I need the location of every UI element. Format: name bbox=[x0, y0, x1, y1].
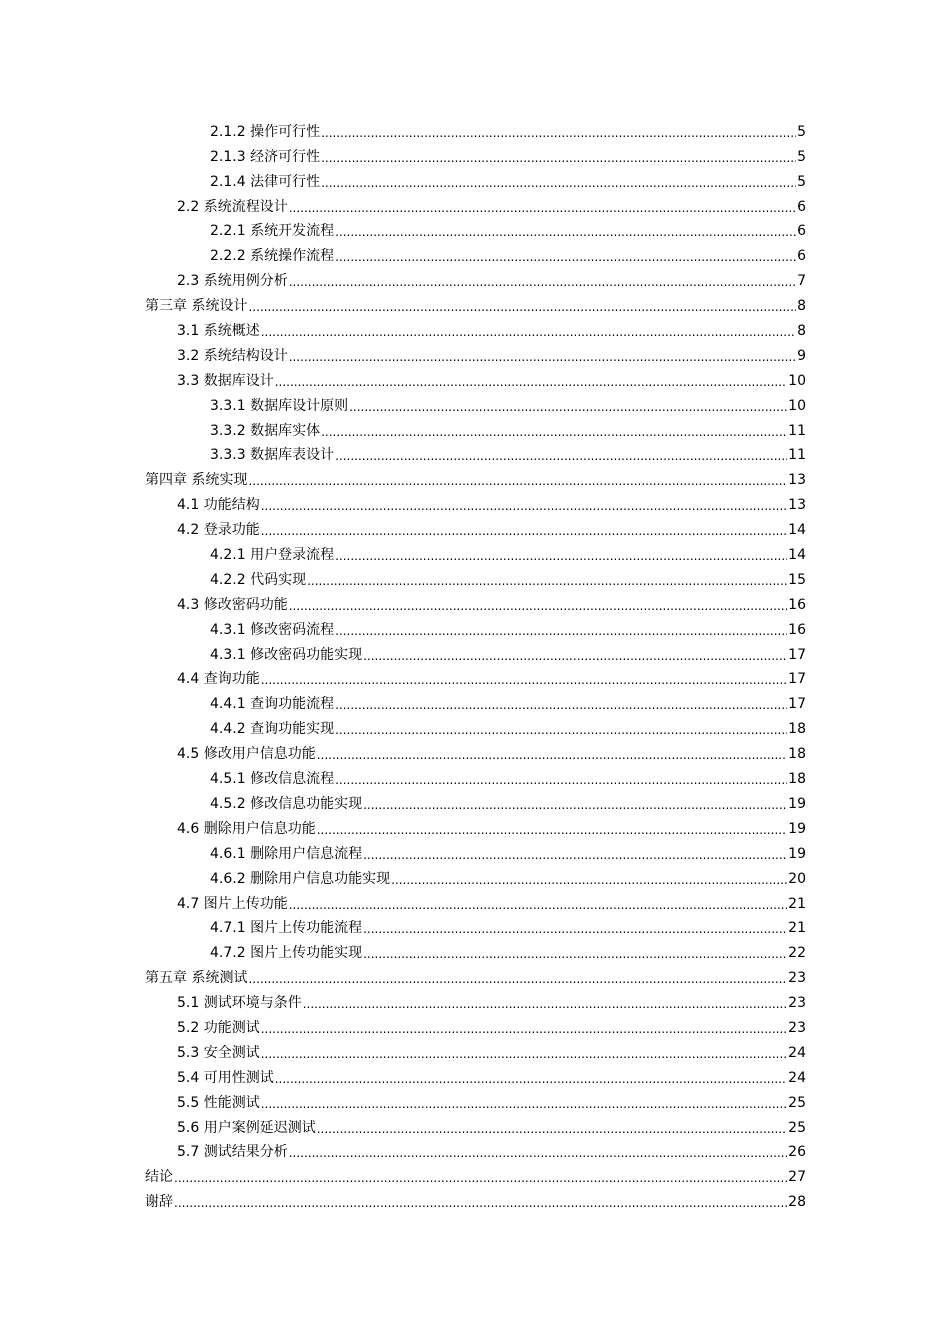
toc-dot-leader bbox=[261, 672, 787, 688]
toc-entry-title[interactable]: 4.1 功能结构 bbox=[177, 497, 260, 514]
toc-dot-leader bbox=[321, 424, 787, 440]
toc-entry[interactable] bbox=[145, 440, 806, 465]
toc-entry[interactable] bbox=[145, 539, 806, 564]
toc-entry[interactable] bbox=[145, 913, 806, 938]
toc-dot-leader bbox=[248, 299, 796, 315]
toc-entry-title[interactable]: 2.2 系统流程设计 bbox=[177, 198, 288, 215]
toc-dot-leader bbox=[289, 897, 787, 913]
toc-dot-leader bbox=[335, 548, 787, 564]
toc-entry-title[interactable]: 4.2.1 用户登录流程 bbox=[210, 547, 335, 564]
toc-dot-leader bbox=[363, 921, 787, 937]
toc-entry-page-number: 23 bbox=[788, 995, 806, 1012]
toc-entry-title[interactable]: 3.3.2 数据库实体 bbox=[210, 422, 321, 439]
toc-entry-page-number: 17 bbox=[788, 646, 806, 663]
table-of-contents bbox=[145, 116, 806, 1211]
toc-entry-title[interactable]: 5.5 性能测试 bbox=[177, 1094, 260, 1111]
toc-entry-page-number: 16 bbox=[788, 596, 806, 613]
toc-dot-leader bbox=[261, 1096, 787, 1112]
toc-entry-page-number: 22 bbox=[788, 945, 806, 962]
toc-entry-page-number: 14 bbox=[788, 522, 806, 539]
toc-entry[interactable] bbox=[145, 937, 806, 962]
toc-entry-page-number: 13 bbox=[788, 472, 806, 489]
toc-entry-title[interactable]: 2.3 系统用例分析 bbox=[177, 273, 288, 290]
toc-entry-title[interactable]: 2.1.2 操作可行性 bbox=[210, 123, 321, 140]
toc-entry[interactable] bbox=[145, 489, 806, 514]
toc-entry-page-number: 24 bbox=[788, 1069, 806, 1086]
toc-dot-leader bbox=[363, 847, 787, 863]
toc-entry-title[interactable]: 4.7.1 图片上传功能流程 bbox=[210, 920, 363, 937]
toc-entry-page-number: 6 bbox=[797, 223, 806, 240]
toc-entry[interactable] bbox=[145, 763, 806, 788]
toc-dot-leader bbox=[349, 399, 787, 415]
toc-dot-leader bbox=[363, 946, 787, 962]
toc-entry[interactable] bbox=[145, 514, 806, 539]
toc-entry[interactable] bbox=[145, 962, 806, 987]
toc-entry-title[interactable]: 结论 bbox=[145, 1169, 173, 1186]
toc-entry-title[interactable]: 2.1.3 经济可行性 bbox=[210, 148, 321, 165]
toc-entry-page-number: 28 bbox=[788, 1194, 806, 1211]
toc-entry-title[interactable]: 4.5 修改用户信息功能 bbox=[177, 746, 316, 763]
toc-entry-title[interactable]: 5.4 可用性测试 bbox=[177, 1069, 274, 1086]
toc-entry-title[interactable]: 4.6.2 删除用户信息功能实现 bbox=[210, 870, 391, 887]
toc-entry-title[interactable]: 4.3.1 修改密码流程 bbox=[210, 621, 335, 638]
toc-dot-leader bbox=[261, 1046, 787, 1062]
toc-entry[interactable] bbox=[145, 191, 806, 216]
toc-dot-leader bbox=[335, 224, 796, 240]
toc-dot-leader bbox=[275, 374, 787, 390]
toc-entry-title[interactable]: 3.3.1 数据库设计原则 bbox=[210, 397, 349, 414]
toc-entry-page-number: 10 bbox=[788, 397, 806, 414]
toc-entry-title[interactable]: 4.5.2 修改信息功能实现 bbox=[210, 795, 363, 812]
toc-entry-page-number: 18 bbox=[788, 771, 806, 788]
toc-dot-leader bbox=[275, 1071, 787, 1087]
toc-entry-title[interactable]: 2.2.2 系统操作流程 bbox=[210, 248, 335, 265]
toc-entry-title[interactable]: 3.2 系统结构设计 bbox=[177, 347, 288, 364]
toc-entry-title[interactable]: 4.6.1 删除用户信息流程 bbox=[210, 845, 363, 862]
toc-entry[interactable] bbox=[145, 1037, 806, 1062]
toc-entry[interactable] bbox=[145, 216, 806, 241]
toc-entry-title[interactable]: 3.3 数据库设计 bbox=[177, 372, 274, 389]
toc-entry[interactable] bbox=[145, 365, 806, 390]
toc-entry[interactable] bbox=[145, 838, 806, 863]
toc-entry-page-number: 6 bbox=[797, 198, 806, 215]
toc-entry-title[interactable]: 4.6 删除用户信息功能 bbox=[177, 820, 316, 837]
toc-entry-page-number: 21 bbox=[788, 920, 806, 937]
toc-dot-leader bbox=[321, 125, 796, 141]
toc-entry-title[interactable]: 4.7.2 图片上传功能实现 bbox=[210, 945, 363, 962]
toc-entry-page-number: 9 bbox=[797, 347, 806, 364]
toc-entry-title[interactable]: 5.6 用户案例延迟测试 bbox=[177, 1119, 316, 1136]
toc-entry[interactable] bbox=[145, 141, 806, 166]
toc-entry-title[interactable]: 5.3 安全测试 bbox=[177, 1044, 260, 1061]
toc-entry-title[interactable]: 4.3 修改密码功能 bbox=[177, 596, 288, 613]
toc-entry[interactable] bbox=[145, 1137, 806, 1162]
toc-dot-leader bbox=[261, 324, 796, 340]
toc-entry-page-number: 26 bbox=[788, 1144, 806, 1161]
toc-entry-title[interactable]: 4.3.1 修改密码功能实现 bbox=[210, 646, 363, 663]
toc-dot-leader bbox=[307, 573, 787, 589]
toc-dot-leader bbox=[289, 598, 787, 614]
toc-dot-leader bbox=[289, 349, 796, 365]
toc-entry[interactable] bbox=[145, 713, 806, 738]
toc-entry-page-number: 8 bbox=[797, 323, 806, 340]
toc-dot-leader bbox=[335, 697, 787, 713]
toc-entry[interactable] bbox=[145, 265, 806, 290]
toc-entry-page-number: 18 bbox=[788, 746, 806, 763]
toc-entry-title[interactable]: 2.2.1 系统开发流程 bbox=[210, 223, 335, 240]
toc-entry-title[interactable]: 5.7 测试结果分析 bbox=[177, 1144, 288, 1161]
toc-entry[interactable] bbox=[145, 240, 806, 265]
toc-entry-title[interactable]: 4.7 图片上传功能 bbox=[177, 895, 288, 912]
toc-dot-leader bbox=[363, 797, 787, 813]
toc-dot-leader bbox=[317, 822, 787, 838]
toc-entry[interactable] bbox=[145, 1161, 806, 1186]
toc-entry[interactable] bbox=[145, 1012, 806, 1037]
toc-entry-page-number: 23 bbox=[788, 1019, 806, 1036]
toc-entry-page-number: 17 bbox=[788, 671, 806, 688]
toc-entry-page-number: 5 bbox=[797, 123, 806, 140]
toc-entry[interactable] bbox=[145, 1062, 806, 1087]
toc-entry-page-number: 18 bbox=[788, 721, 806, 738]
toc-entry[interactable] bbox=[145, 788, 806, 813]
toc-entry-title[interactable]: 谢辞 bbox=[145, 1194, 173, 1211]
toc-dot-leader bbox=[248, 971, 787, 987]
toc-entry-title[interactable]: 4.4 查询功能 bbox=[177, 671, 260, 688]
toc-dot-leader bbox=[303, 996, 787, 1012]
toc-entry-page-number: 10 bbox=[788, 372, 806, 389]
toc-dot-leader bbox=[335, 772, 787, 788]
toc-entry[interactable] bbox=[145, 639, 806, 664]
toc-entry[interactable] bbox=[145, 390, 806, 415]
toc-entry-title[interactable]: 4.2.2 代码实现 bbox=[210, 571, 307, 588]
toc-dot-leader bbox=[174, 1195, 787, 1211]
toc-entry[interactable] bbox=[145, 888, 806, 913]
toc-dot-leader bbox=[261, 498, 787, 514]
toc-entry-page-number: 8 bbox=[797, 298, 806, 315]
toc-dot-leader bbox=[289, 200, 796, 216]
toc-entry-page-number: 17 bbox=[788, 696, 806, 713]
toc-entry[interactable] bbox=[145, 1087, 806, 1112]
toc-entry-page-number: 13 bbox=[788, 497, 806, 514]
toc-entry-title[interactable]: 3.3.3 数据库表设计 bbox=[210, 447, 335, 464]
toc-dot-leader bbox=[261, 1021, 787, 1037]
toc-dot-leader bbox=[391, 872, 787, 888]
toc-entry[interactable] bbox=[145, 863, 806, 888]
toc-entry-page-number: 5 bbox=[797, 148, 806, 165]
toc-entry-page-number: 23 bbox=[788, 970, 806, 987]
toc-entry[interactable] bbox=[145, 564, 806, 589]
toc-entry[interactable] bbox=[145, 340, 806, 365]
toc-dot-leader bbox=[335, 448, 787, 464]
toc-entry[interactable] bbox=[145, 589, 806, 614]
toc-dot-leader bbox=[321, 150, 796, 166]
toc-entry-title[interactable]: 2.1.4 法律可行性 bbox=[210, 173, 321, 190]
toc-entry-title[interactable]: 4.4.1 查询功能流程 bbox=[210, 696, 335, 713]
toc-dot-leader bbox=[363, 648, 787, 664]
toc-entry-title[interactable]: 4.4.2 查询功能实现 bbox=[210, 721, 335, 738]
toc-dot-leader bbox=[335, 722, 787, 738]
toc-entry-title[interactable]: 第四章 系统实现 bbox=[145, 472, 248, 489]
toc-entry-page-number: 24 bbox=[788, 1044, 806, 1061]
toc-entry-page-number: 7 bbox=[797, 273, 806, 290]
toc-entry-page-number: 25 bbox=[788, 1094, 806, 1111]
toc-entry-page-number: 19 bbox=[788, 845, 806, 862]
toc-dot-leader bbox=[174, 1170, 787, 1186]
toc-entry-page-number: 21 bbox=[788, 895, 806, 912]
toc-entry-title[interactable]: 4.5.1 修改信息流程 bbox=[210, 771, 335, 788]
toc-entry-title[interactable]: 5.1 测试环境与条件 bbox=[177, 995, 302, 1012]
toc-entry-page-number: 14 bbox=[788, 547, 806, 564]
toc-entry[interactable] bbox=[145, 116, 806, 141]
toc-dot-leader bbox=[335, 249, 796, 265]
toc-entry-page-number: 25 bbox=[788, 1119, 806, 1136]
toc-entry-page-number: 6 bbox=[797, 248, 806, 265]
toc-dot-leader bbox=[317, 747, 787, 763]
toc-entry-page-number: 15 bbox=[788, 571, 806, 588]
toc-dot-leader bbox=[248, 473, 787, 489]
toc-entry[interactable] bbox=[145, 464, 806, 489]
toc-entry[interactable] bbox=[145, 1186, 806, 1211]
toc-entry[interactable] bbox=[145, 987, 806, 1012]
toc-entry[interactable] bbox=[145, 166, 806, 191]
toc-entry[interactable] bbox=[145, 688, 806, 713]
toc-entry-page-number: 20 bbox=[788, 870, 806, 887]
toc-dot-leader bbox=[289, 1145, 787, 1161]
toc-entry-page-number: 27 bbox=[788, 1169, 806, 1186]
toc-entry-title[interactable]: 3.1 系统概述 bbox=[177, 323, 260, 340]
toc-dot-leader bbox=[289, 274, 796, 290]
toc-entry-page-number: 5 bbox=[797, 173, 806, 190]
toc-entry-title[interactable]: 第三章 系统设计 bbox=[145, 298, 248, 315]
toc-entry[interactable] bbox=[145, 290, 806, 315]
toc-entry-page-number: 19 bbox=[788, 795, 806, 812]
toc-entry[interactable] bbox=[145, 315, 806, 340]
toc-dot-leader bbox=[261, 523, 787, 539]
toc-entry[interactable] bbox=[145, 664, 806, 689]
toc-dot-leader bbox=[335, 623, 787, 639]
toc-entry-title[interactable]: 4.2 登录功能 bbox=[177, 522, 260, 539]
toc-entry-page-number: 16 bbox=[788, 621, 806, 638]
toc-entry-page-number: 11 bbox=[788, 422, 806, 439]
toc-entry[interactable] bbox=[145, 415, 806, 440]
toc-entry[interactable] bbox=[145, 813, 806, 838]
toc-entry[interactable] bbox=[145, 738, 806, 763]
toc-dot-leader bbox=[317, 1121, 787, 1137]
toc-entry[interactable] bbox=[145, 1112, 806, 1137]
toc-entry[interactable] bbox=[145, 614, 806, 639]
toc-dot-leader bbox=[321, 175, 796, 191]
toc-entry-page-number: 11 bbox=[788, 447, 806, 464]
toc-entry-title[interactable]: 5.2 功能测试 bbox=[177, 1019, 260, 1036]
toc-entry-title[interactable]: 第五章 系统测试 bbox=[145, 970, 248, 987]
toc-entry-page-number: 19 bbox=[788, 820, 806, 837]
